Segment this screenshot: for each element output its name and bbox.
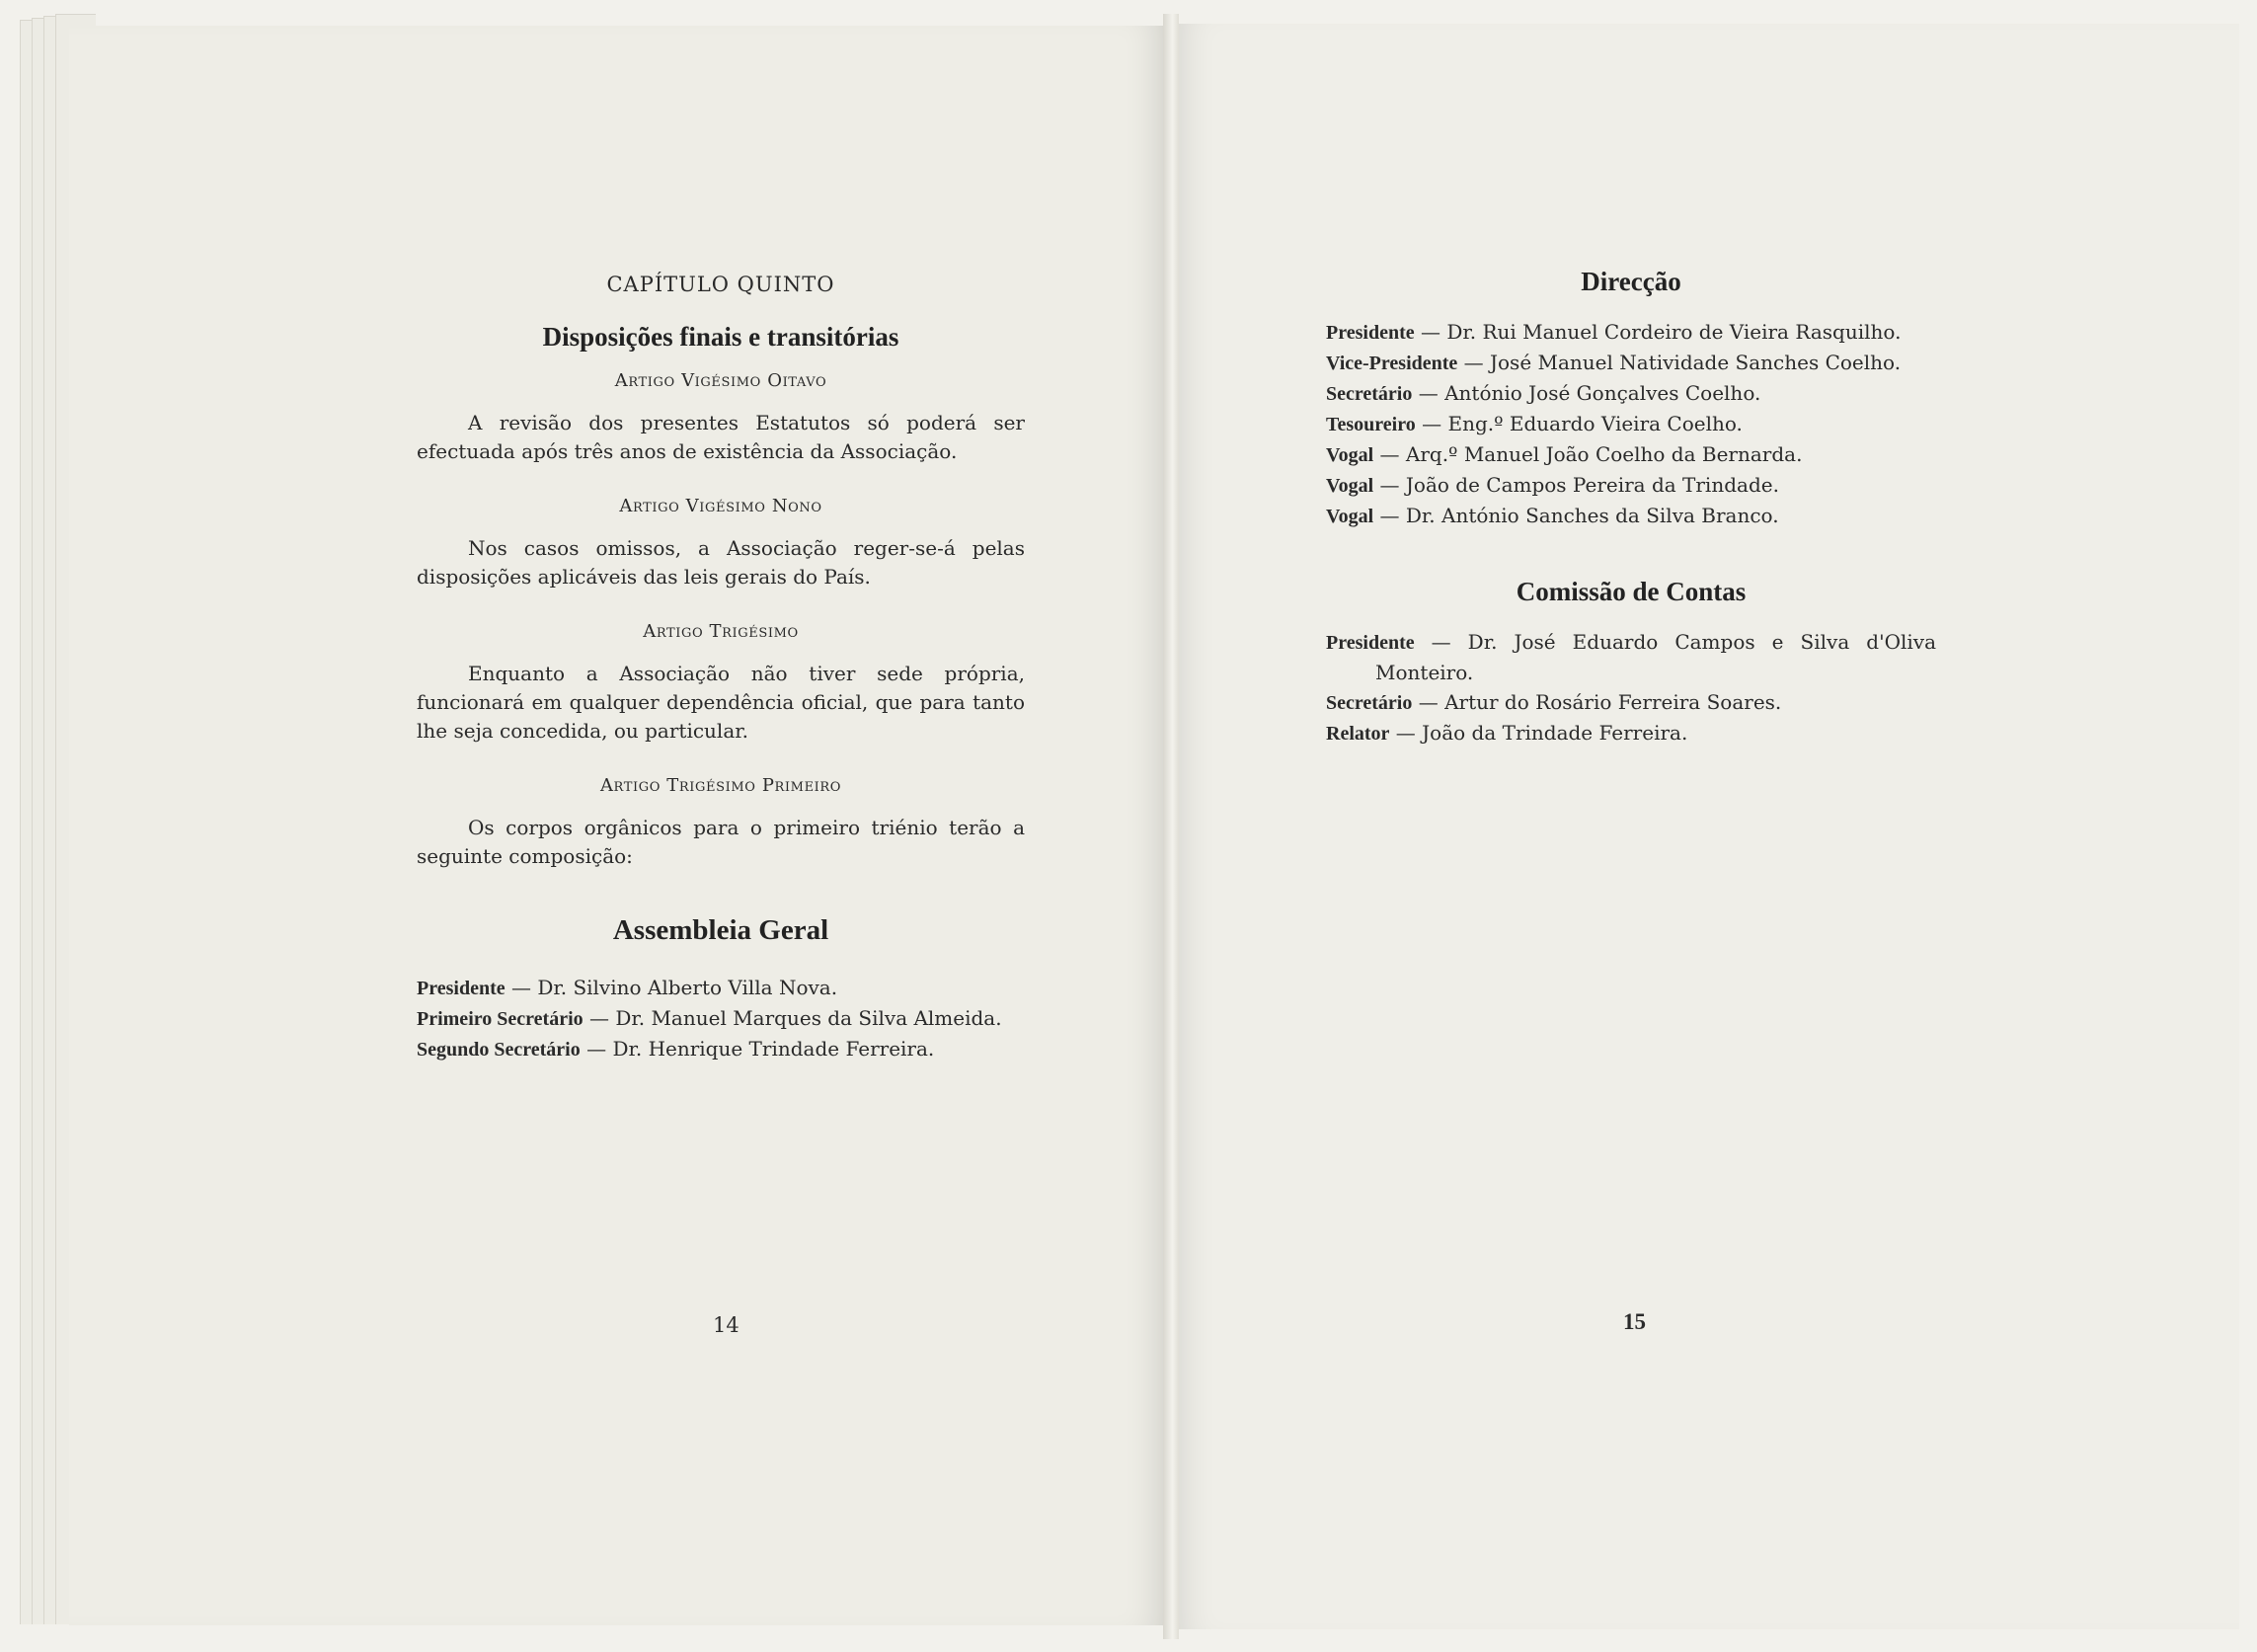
assembly-members (417, 973, 1025, 1064)
member-role: Vice-Presidente (1326, 353, 1458, 374)
member-entry (1326, 317, 1936, 348)
book-gutter (1163, 14, 1179, 1639)
member-role: Vogal (1326, 475, 1374, 497)
article-title: Artigo Trigésimo Primeiro (599, 775, 842, 796)
page-number: 14 (713, 1313, 739, 1337)
accounts-title: Comissão de Contas (1516, 577, 1747, 606)
direction-title: Direcção (1581, 267, 1681, 296)
article-title: Artigo Vigésimo Nono (619, 496, 822, 516)
member-name: — Eng.º Eduardo Vieira Coelho. (1415, 412, 1743, 435)
member-entry (1326, 409, 1936, 439)
member-entry (417, 1003, 1025, 1034)
article-text: Nos casos omissos, a Associação reger-se-á pelas disposições aplicáveis das leis gerais do País. (417, 536, 1025, 589)
chapter-heading: CAPÍTULO QUINTO (606, 273, 835, 296)
member-role: Vogal (1326, 506, 1374, 527)
member-role: Segundo Secretário (417, 1039, 581, 1061)
member-name: — Arq.º Manuel João Coelho da Bernarda. (1373, 442, 1803, 466)
member-name: — José Manuel Natividade Sanches Coelho. (1457, 351, 1902, 374)
member-entry (1326, 718, 1936, 748)
member-name: — João de Campos Pereira da Trindade. (1373, 473, 1779, 497)
member-entry (1326, 687, 1936, 718)
member-entry (1326, 378, 1936, 409)
member-role: Relator (1326, 723, 1390, 745)
article-title: Artigo Trigésimo (643, 621, 799, 642)
left-page-text (417, 273, 1025, 1064)
article-title: Artigo Vigésimo Oitavo (614, 370, 827, 391)
member-entry (417, 1034, 1025, 1064)
article-text: A revisão dos presentes Estatutos só poderá ser efectuada após três anos de existência da Associação. (417, 411, 1025, 463)
assembly-title: Assembleia Geral (612, 914, 829, 946)
section-title: Disposições finais e transitórias (542, 322, 899, 352)
member-role: Presidente (417, 978, 506, 999)
accounts-members (1326, 627, 1936, 748)
right-page (1177, 24, 2239, 1629)
right-page-text (1326, 267, 1936, 748)
member-entry (417, 973, 1025, 1003)
member-name: — João da Trindade Ferreira. (1389, 721, 1688, 745)
member-role: Secretário (1326, 383, 1413, 405)
member-entry (1326, 627, 1936, 687)
member-role: Tesoureiro (1326, 414, 1416, 435)
member-name: — Dr. Silvino Alberto Villa Nova. (505, 976, 838, 999)
member-name: — Artur do Rosário Ferreira Soares. (1412, 690, 1782, 714)
member-role: Secretário (1326, 692, 1413, 714)
member-name: — Dr. Henrique Trindade Ferreira. (580, 1037, 935, 1061)
book-spread (20, 14, 2241, 1641)
direction-members (1326, 317, 1936, 531)
member-entry (1326, 439, 1936, 470)
article-text: Os corpos orgânicos para o primeiro triénio terão a seguinte composição: (417, 816, 1025, 868)
page-number: 15 (1623, 1309, 1646, 1334)
member-role: Vogal (1326, 444, 1374, 466)
member-role: Primeiro Secretário (417, 1008, 584, 1030)
member-name: — Dr. Manuel Marques da Silva Almeida. (583, 1006, 1002, 1030)
member-name: — António José Gonçalves Coelho. (1412, 381, 1761, 405)
member-entry (1326, 501, 1936, 531)
article-text: Enquanto a Associação não tiver sede própria, funcionará em qualquer dependência oficial, que para tanto lhe seja concedida, ou particular. (417, 662, 1025, 743)
member-role: Presidente (1326, 632, 1415, 654)
member-name: — Dr. José Eduardo Campos e Silva d'Oliva Monteiro. (1375, 630, 1936, 684)
member-name: — Dr. Rui Manuel Cordeiro de Vieira Rasquilho. (1414, 320, 1902, 344)
member-role: Presidente (1326, 322, 1415, 344)
member-entry (1326, 470, 1936, 501)
member-name: — Dr. António Sanches da Silva Branco. (1373, 504, 1779, 527)
member-entry (1326, 348, 1936, 378)
